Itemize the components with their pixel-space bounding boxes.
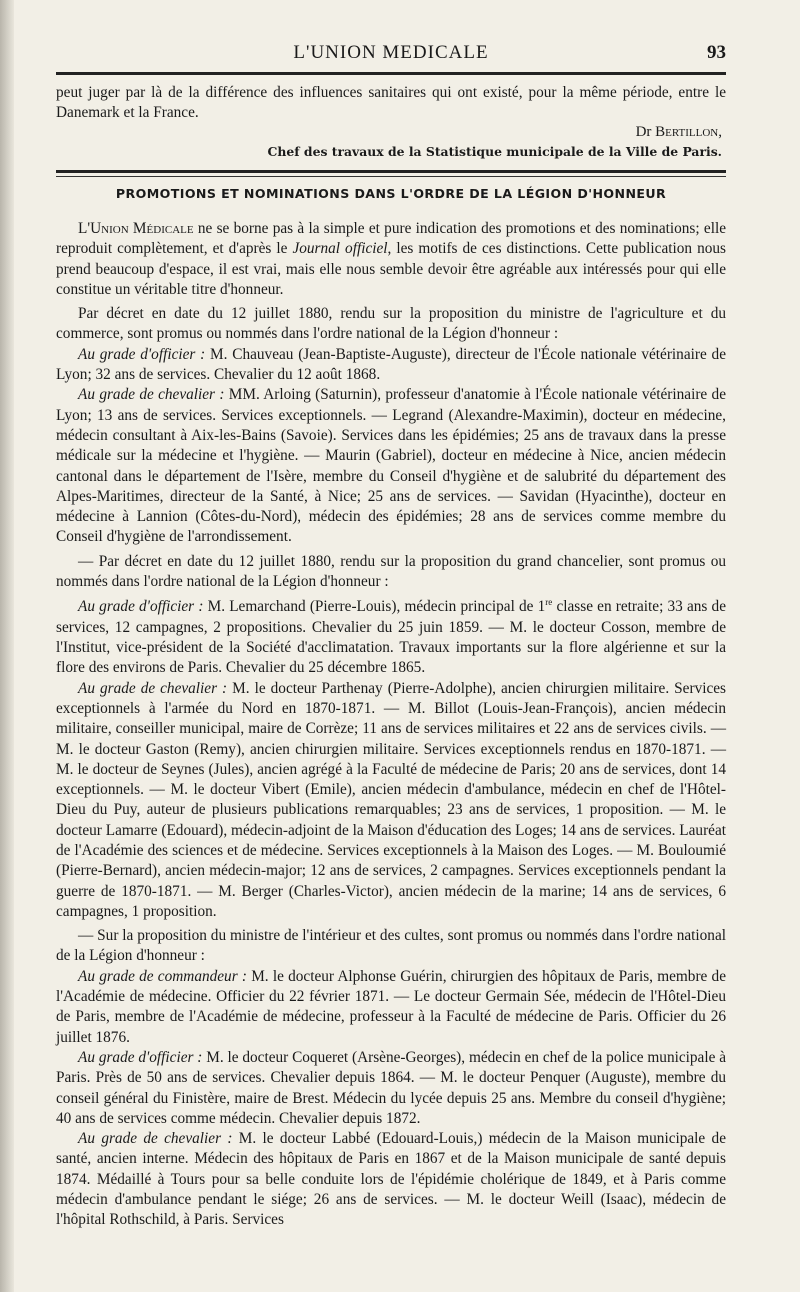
author-title: Chef des travaux de la Statistique municipale de la Ville de Paris. <box>267 144 722 159</box>
author-signature <box>636 122 722 142</box>
journal-title: L'UNION MEDICALE <box>293 42 489 63</box>
paragraph-chevalier-agriculture: Au grade de chevalier : MM. Arloing (Saturnin), professeur d'anatomie à l'École nationale vétérinaire de Lyon; 13 ans de services. Services exceptionnels. — Legrand (Alexandre-Maximin), docteur en médecine, médecin consultant à Aix-les-Bains (Savoie). Services dans les épidémies; 25 ans de travaux dans la presse médicale sur la médecine et l'hygiène. — Maurin (Gabriel), docteur en médecine à Nice, ancien médecin cantonal dans le département de l'Isère, membre du Conseil d'hygiène et de salubrité du département des Alpes-Maritimes, directeur de la Santé, à Nice; 25 ans de services. — Savidan (Hyacinthe), docteur en médecine à Lannion (Côtes-du-Nord), médecin des épidémies; 28 ans de services comme membre du Conseil d'hygiène de l'arrondissement. <box>56 386 726 546</box>
paragraph-officier-interieur: Au grade d'officier : M. le docteur Coqueret (Arsène-Georges), médecin en chef de la police municipale à Paris. Près de 50 ans de services. Chevalier depuis 1864. — M. le docteur Penquer (Auguste), membre du conseil général du Finistère, maire de Brest. Médecin du lycée depuis 25 ans. Membre du conseil d'hygiène; 40 ans de services comme médecin. Chevalier depuis 1872. <box>56 1048 726 1127</box>
paragraph-decree-interieur: — Sur la proposition du ministre de l'intérieur et des cultes, sont promus ou nommés dans l'ordre national de la Légion d'honneur : <box>56 927 726 965</box>
section-title: PROMOTIONS ET NOMINATIONS DANS L'ORDRE DE LA LÉGION D'HONNEUR <box>115 186 667 201</box>
section-divider-thick <box>56 170 726 173</box>
page-number: 93 <box>707 42 726 63</box>
paragraph-decree-agriculture: Par décret en date du 12 juillet 1880, rendu sur la proposition du ministre de l'agriculture et du commerce, sont promus ou nommés dans l'ordre national de la Légion d'honneur : <box>56 305 726 343</box>
paragraph-commandeur-interieur: Au grade de commandeur : M. le docteur Alphonse Guérin, chirurgien des hôpitaux de Paris, membre de l'Académie de médecine. Officier du 22 février 1871. — Le docteur Germain Sée, médecin de l'Hôtel-Dieu de Paris, membre de l'Académie de médecine, professeur à la Faculté de médecine de Paris. Officier du 26 juillet 1876. <box>56 967 726 1046</box>
page-header <box>56 38 726 68</box>
article-body <box>56 219 726 1231</box>
paragraph-officier-chancelier: Au grade d'officier : M. Lemarchand (Pierre-Louis), médecin principal de 1re classe en retraite; 33 ans de services, 12 campagnes, 2 propositions. Chevalier du 25 juin 1859. — M. le docteur Cosson, membre de l'Institut, vice-président de la Société d'acclimatation. Travaux importants sur la flore algérienne et sur la flore des environs de Paris. Chevalier du 25 décembre 1865. <box>56 597 726 677</box>
page-spine-shadow <box>0 0 14 1292</box>
paragraph-chevalier-interieur: Au grade de chevalier : M. le docteur Labbé (Edouard-Louis,) médecin de la Maison municipale de santé, ancien interne. Médecin des hôpitaux de Paris en 1867 et de la Maison municipale de santé depuis 1874. Médaillé à Tours pour sa belle conduite lors de l'épidémie cholérique de 1849, et à Paris comme médecin d'ambulance pendant le siége; 26 ans de services. — M. le docteur Weill (Isaac), médecin de l'hôpital Rothschild, à Paris. Services <box>56 1130 726 1229</box>
paragraph-decree-chancelier: — Par décret en date du 12 juillet 1880, rendu sur la proposition du grand chancelier, sont promus ou nommés dans l'ordre national de la Légion d'honneur : <box>56 552 726 591</box>
paragraph-officier-agriculture: Au grade d'officier : M. Chauveau (Jean-Baptiste-Auguste), directeur de l'École nationale vétérinaire de Lyon; 32 ans de services. Chevalier du 12 août 1868. <box>56 345 726 384</box>
signature-prefix: Dr <box>635 124 652 140</box>
paragraph-intro: L'Union Médicale ne se borne pas à la simple et pure indication des promotions et des nominations; elle reproduit complètement, et d'après le Journal officiel, les motifs de ces distinctions. Cette publication nous prend beaucoup d'espace, il est vrai, mais elle nous semble devoir être agréable aux intéressés pour qui elle constitue un véritable titre d'honneur. <box>56 220 726 298</box>
header-rule <box>56 72 726 75</box>
section-divider-thin <box>56 176 726 177</box>
intro-paragraph: peut juger par là de la différence des influences sanitaires qui ont existé, pour la même période, entre le Danemark et la France. <box>56 84 726 122</box>
paragraph-chevalier-chancelier: Au grade de chevalier : M. le docteur Parthenay (Pierre-Adolphe), ancien chirurgien militaire. Services exceptionnels à l'armée du Nord en 1870-1871. — M. Billot (Louis-Jean-François), ancien médecin militaire, conseiller municipal, maire de Corrèze; 11 ans de services militaires et 22 ans de services civils. — M. le docteur Gaston (Remy), ancien chirurgien militaire. Services exceptionnels rendus en 1870-1871. — M. le docteur de Seynes (Jules), ancien agrégé à la Faculté de médecine de Paris; 20 ans de services, dont 14 exceptionnels. — M. le docteur Vibert (Emile), ancien médecin d'ambulance, médecin en chef de l'Hôtel-Dieu du Puy, auteur de plusieurs publications remarquables; 23 ans de services, 1 proposition. — M. le docteur Lamarre (Edouard), médecin-adjoint de la Maison d'éducation des Loges; 14 ans de services. Lauréat de l'Académie des sciences et de médecine. Services exceptionnels à la Maison des Loges. — M. Bouloumié (Pierre-Bernard), ancien médecin-major; 12 ans de services, 2 campagnes. Services exceptionnels pendant la guerre de 1870-1871. — M. Berger (Charles-Victor), ancien médecin de la marine; 14 ans de services, 6 campagnes, 1 proposition. <box>56 679 726 920</box>
signature-name: Bertillon, <box>655 124 722 140</box>
